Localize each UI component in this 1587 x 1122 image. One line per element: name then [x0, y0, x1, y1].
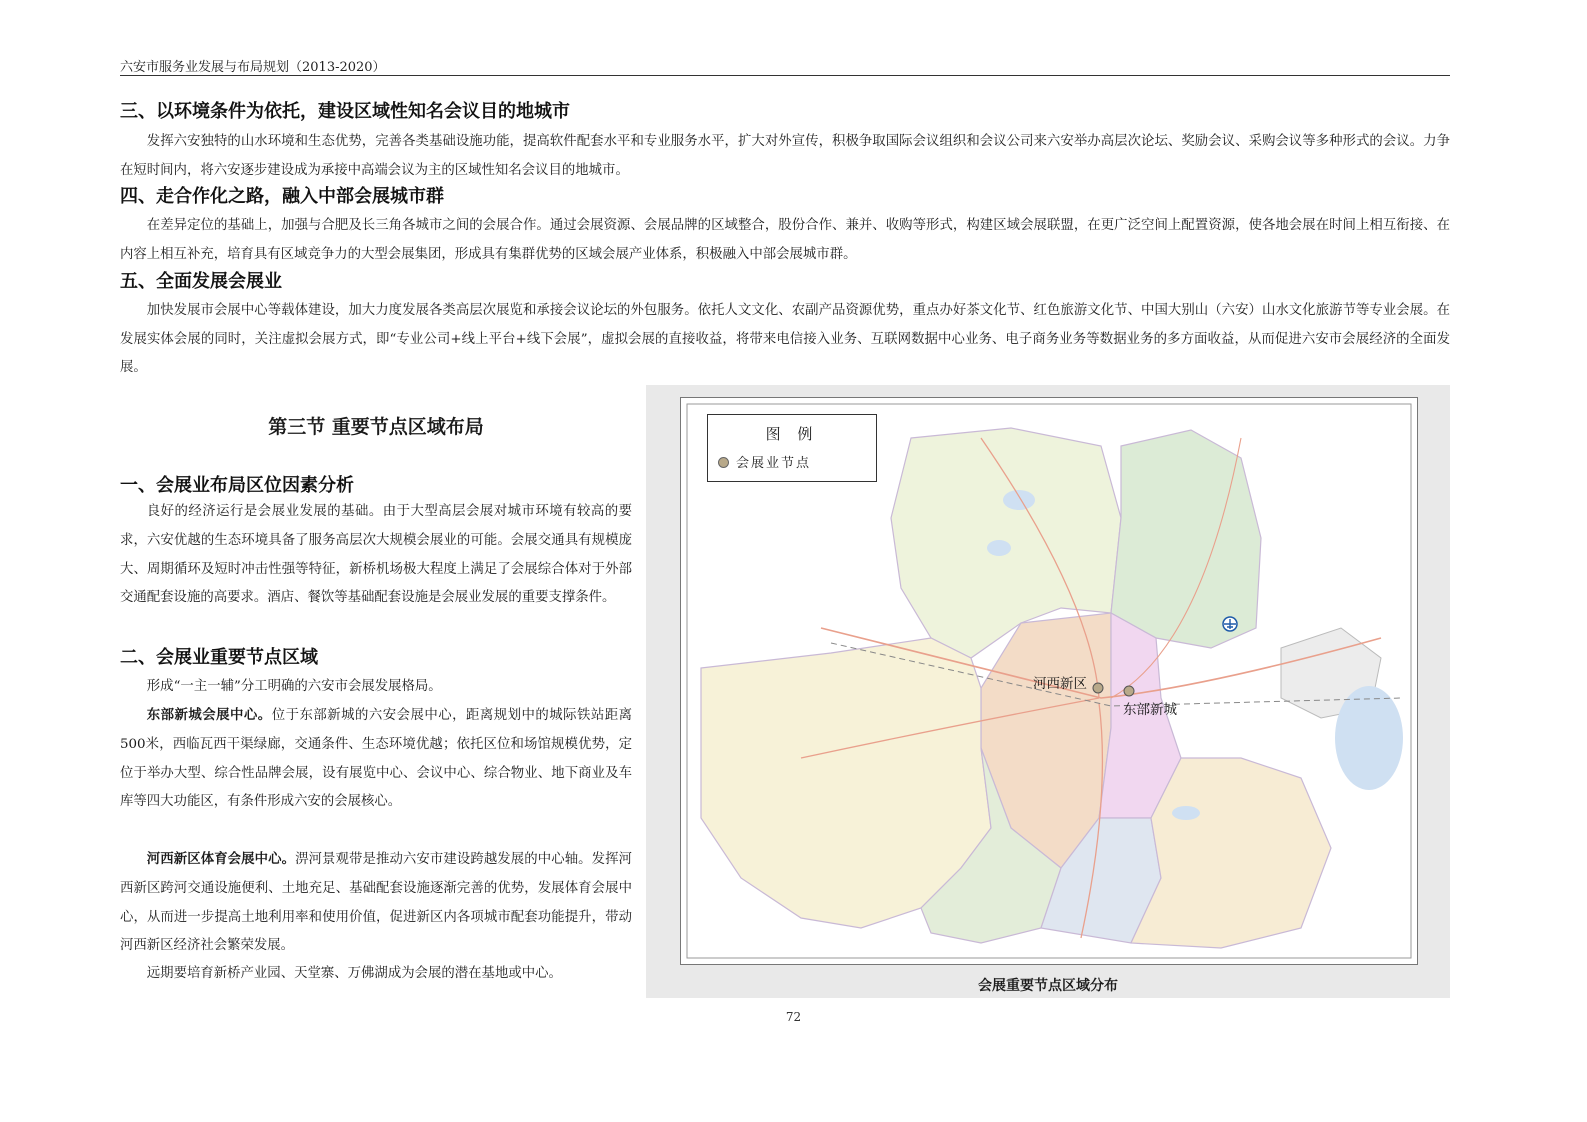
paragraph-future-bases: 远期要培育新桥产业园、天堂寨、万佛湖成为会展的潜在基地或中心。 — [146, 966, 562, 981]
map-figure — [646, 385, 1450, 998]
map-region-north-east — [1111, 430, 1261, 648]
map-caption: 会展重要节点区域分布 — [978, 978, 1118, 994]
paragraph-east-center — [120, 701, 632, 817]
node-dongbu-marker — [1124, 686, 1134, 696]
map-frame — [680, 397, 1418, 965]
east-center-text: 位于东部新城的六安会展中心，距离规划中的城际铁站距离500米，西临瓦西干渠绿廊，交通条件、生态环境优越；依托区位和场馆规模优势，定位于举办大型、综合性品牌会展，设有展览中心、会议中心、综合物业、地下商业及车库等四大功能区，有条件形成六安的会展核心。 — [120, 708, 633, 810]
east-center-label: 东部新城会展中心。 — [146, 707, 272, 723]
map-lake-northwest — [987, 540, 1011, 556]
heading-section-5: 五、全面发展会展业 — [120, 271, 282, 292]
west-center-text: 淠河景观带是推动六安市建设跨越发展的中心轴。发挥河西新区跨河交通设施便利、土地充足、基础配套设施逐渐完善的优势，发展体育会展中心，从而进一步提高土地利用率和使用价值，促进新区内各项城市配套功能提升，带动河西新区经济社会繁荣发展。 — [120, 852, 633, 954]
heading-section-3: 三、以环境条件为依托，建设区域性知名会议目的地城市 — [120, 101, 570, 122]
header-divider — [120, 75, 1450, 76]
paragraph-section-3: 发挥六安独特的山水环境和生态优势，完善各类基础设施功能，提高软件配套水平和专业服务水平，扩大对外宣传，积极争取国际会议组织和会议公司来六安举办高层次论坛、奖励会议、采购会议等多种形式的会议。力争在短时间内，将六安逐步建设成为承接中高端会议为主的区域性知名会议目的地城市。 — [120, 134, 1450, 178]
heading-key-nodes: 二、会展业重要节点区域 — [120, 647, 318, 668]
map-lake-south — [1172, 806, 1200, 820]
running-header: 六安市服务业发展与布局规划（2013-2020） — [120, 60, 386, 75]
chapter-section-title: 第三节 重要节点区域布局 — [268, 416, 484, 438]
paragraph-section-4: 在差异定位的基础上，加强与合肥及长三角各城市之间的会展合作。通过会展资源、会展品牌的区域整合，股份合作、兼并、收购等形式，构建区域会展联盟，在更广泛空间上配置资源，使各地会展在时间上相互衔接、在内容上相互补充，培育具有区域竞争力的大型会展集团，形成具有集群优势的区域会展产业体系，积极融入中部会展城市群。 — [120, 218, 1450, 262]
map-lake-east — [1335, 686, 1403, 790]
paragraph-west-center — [120, 845, 632, 961]
map-legend — [707, 414, 877, 482]
west-center-label: 河西新区体育会展中心。 — [146, 851, 296, 867]
legend-title: 图 例 — [765, 425, 819, 443]
legend-node-label: 会展业节点 — [736, 456, 812, 471]
paragraph-section-5: 加快发展市会展中心等载体建设，加大力度发展各类高层次展览和承接会议论坛的外包服务。依托人文文化、农副产品资源优势，重点办好茶文化节、红色旅游文化节、中国大别山（六安）山水文化旅游节等专业会展。在发展实体会展的同时，关注虚拟会展方式，即“专业公司+线上平台+线下会展”，虚拟会展的直接收益，将带来电信接入业务、互联网数据中心业务、电子商务业务等数据业务的多方面收益，从而促进六安市会展经济的全面发展。 — [120, 303, 1450, 375]
heading-location-factors: 一、会展业布局区位因素分析 — [120, 475, 354, 496]
heading-section-4: 四、走合作化之路，融入中部会展城市群 — [120, 186, 444, 207]
legend-node-icon — [718, 457, 729, 468]
node-hexi-label: 河西新区 — [1033, 676, 1087, 692]
node-hexi-marker — [1093, 683, 1103, 693]
paragraph-layout-pattern: 形成“一主一辅”分工明确的六安市会展发展格局。 — [146, 679, 442, 694]
paragraph-location-factors: 良好的经济运行是会展业发展的基础。由于大型高层会展对城市环境有较高的要求，六安优越的生态环境具备了服务高层次大规模会展业的可能。会展交通具有规模庞大、周期循环及短时冲击性强等特征，新桥机场极大程度上满足了会展综合体对于外部交通配套设施的高要求。酒店、餐饮等基础配套设施是会展业发展的重要支撑条件。 — [120, 504, 632, 606]
map-lake-north — [1003, 490, 1035, 510]
node-dongbu-label: 东部新城 — [1123, 702, 1177, 718]
page-number: 72 — [785, 1010, 802, 1024]
